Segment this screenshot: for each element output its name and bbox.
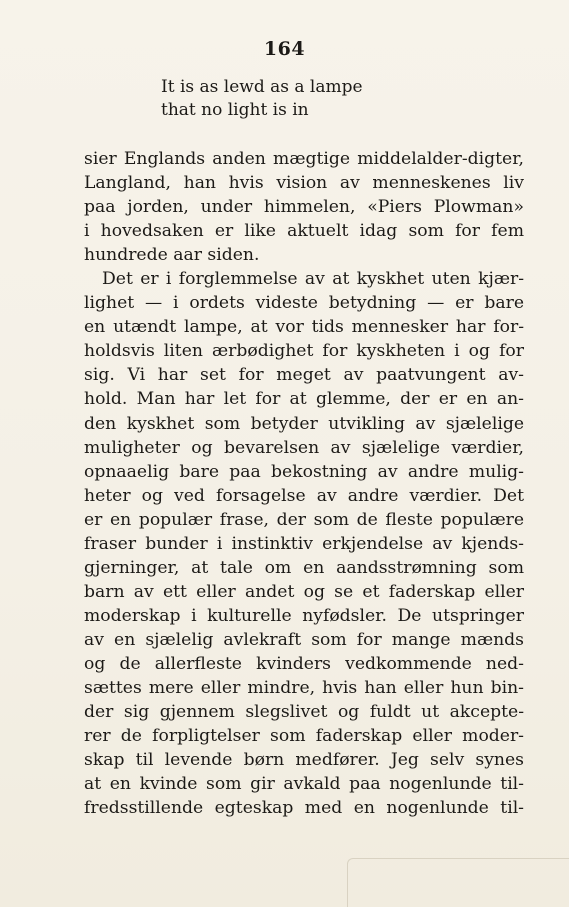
body-text (84, 147, 524, 820)
text-line: av en sjælelig avlekraft som for mange mænds (84, 629, 524, 650)
page-number: 164 (263, 38, 306, 60)
text-line: at en kvinde som gir avkald paa nogenlunde til- (84, 774, 524, 795)
epigraph-line: It is as lewd as a lampe (161, 77, 363, 97)
text-line: sig. Vi har set for meget av paatvungent av- (84, 365, 524, 386)
text-line: den kyskhet som betyder utvikling av sjælelige (84, 413, 524, 434)
text-line: paa jorden, under himmelen, «Piers Plowman» (84, 197, 524, 218)
text-line: gjerninger, at tale om en aandsstrømning som (84, 557, 524, 578)
text-line: fraser bunder i instinktiv erkjendelse av kjends- (84, 533, 524, 554)
text-line: er en populær frase, der som de fleste populære (84, 509, 524, 530)
text-line: Det er i forglemmelse av at kyskhet uten kjær- (102, 269, 524, 290)
epigraph-line: that no light is in (161, 100, 309, 120)
text-line: hold. Man har let for at glemme, der er en an- (84, 389, 524, 410)
text-line: barn av ett eller andet og se et faderskap eller (84, 581, 524, 602)
text-line: sier Englands anden mægtige middelalder-digter, (84, 149, 524, 169)
text-line: og de allerfleste kvinders vedkommende ned- (84, 653, 524, 674)
text-line: hundrede aar siden. (84, 245, 260, 266)
text-line: der sig gjennem slegslivet og fuldt ut akcepte- (84, 702, 524, 723)
text-line: muligheter og bevarelsen av sjælelige værdier, (84, 437, 524, 458)
text-line: Langland, han hvis vision av menneskenes liv (84, 173, 524, 194)
text-line: moderskap i kulturelle nyfødsler. De utspringer (84, 605, 524, 626)
text-line: opnaaelig bare paa bekostning av andre mulig- (84, 461, 524, 482)
text-line: i hovedsaken er like aktuelt idag som for fem (84, 221, 524, 242)
text-line: heter og ved forsagelse av andre værdier. Det (84, 485, 524, 506)
text-line: holdsvis liten ærbødighet for kyskheten i og for (84, 341, 524, 362)
page-corner-mark (347, 858, 569, 907)
text-line: skap til levende børn medfører. Jeg selv synes (84, 750, 524, 771)
text-line: lighet — i ordets videste betydning — er bare (84, 293, 524, 314)
epigraph (161, 76, 363, 122)
text-line: sættes mere eller mindre, hvis han eller hun bin- (84, 678, 524, 699)
text-line: fredsstillende egteskap med en nogenlunde til- (84, 798, 524, 819)
text-line: rer de forpligtelser som faderskap eller moder- (84, 726, 524, 747)
text-line: en utændt lampe, at vor tids mennesker har for- (84, 317, 524, 338)
